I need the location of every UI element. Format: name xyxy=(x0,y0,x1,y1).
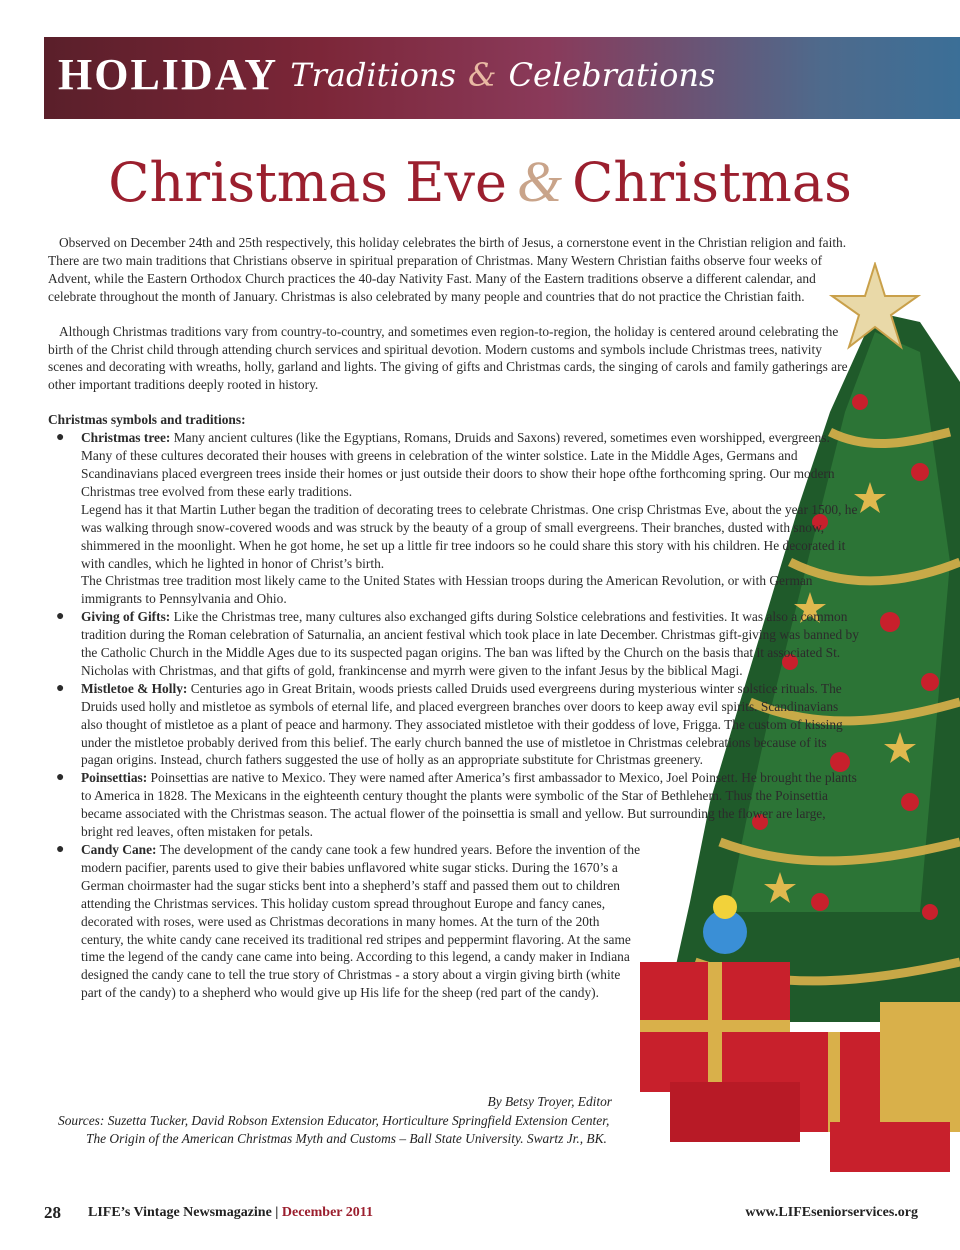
list-item-text: The development of the candy cane took a few hundred years. Before the invention of the modern pacifier, parents used to give their babies unflavored white sugar sticks. During the 1670’s a German choirmaster had the sugar sticks bent into a shepherd’s staff and passed them out to children attending the Christmas services. This holiday custom spread throughout Europe and fancy canes, decorated with roses, were used as Christmas decorations in many homes. At the turn of the 20th century, the white candy cane received its traditional red stripes and peppermint flavoring. At the same time the legend of the candy cane came into being. According to this legend, a candy maker in Indiana designed the candy cane to tell the true story of Christmas - a story about a virgin giving birth (white part of the candy) to a shepherd who would give up His life for the sheep (red part of the candy). xyxy=(81,842,641,1001)
list-item xyxy=(48,769,860,841)
list-item xyxy=(48,680,860,770)
list-item-continuation: The Christmas tree tradition most likely came to the United States with Hessian troops during the American Revolution, or with German immigrants to Pennsylvania and Ohio. xyxy=(81,573,813,607)
list-item xyxy=(48,429,860,608)
gift-box xyxy=(880,1002,960,1132)
magazine-name xyxy=(88,1205,373,1221)
list-item-term: Christmas tree: xyxy=(81,430,171,446)
page-number: 28 xyxy=(44,1203,61,1222)
list-item xyxy=(48,608,860,680)
list-item-text: Poinsettias are native to Mexico. They were named after America’s first ambassador to Mexico, Joel Poinsett. He brought the plants to America in 1828. The Mexicans in the eighteenth century thought the plants were symbolic of the Star of Bethlehem. Thus the Poinsettia became associated with the Christmas season. The actual flower of the poinsettia is small and yellow. But surrounding the flower are large, bright red leaves, often mistaken for petals. xyxy=(81,770,857,840)
list-item xyxy=(48,841,641,1002)
section-banner xyxy=(44,37,960,119)
sources-line: The Origin of the American Christmas Myth and Customs – Ball State University. Swartz Jr., BK. xyxy=(86,1131,607,1146)
list-item-continuation: Legend has it that Martin Luther began the tradition of decorating trees to celebrate Christmas. One crisp Christmas Eve, about the year 1500, he was walking through snow-covered woods and was struck by the beauty of a group of small evergreens. Their branches, dusted with snow, shimmered in the moonlight. When he got home, he set up a little fir tree indoors so he could share this story with his children. He decorated it with candles, which he lighted in honor of Christ’s birth. xyxy=(81,501,858,571)
banner-ampersand: & xyxy=(468,55,497,94)
banner-traditions-word: Traditions xyxy=(290,55,457,94)
symbols-list xyxy=(48,429,860,1002)
bullet-icon: ● xyxy=(56,609,65,625)
banner-title xyxy=(58,49,715,100)
article-body xyxy=(48,234,860,1002)
magazine-title: LIFE’s Vintage Newsmagazine | xyxy=(88,1205,279,1220)
list-item-term: Mistletoe & Holly: xyxy=(81,680,188,696)
sources-line: Sources: Suzetta Tucker, David Robson Extension Educator, Horticulture Springfield Extension Center, xyxy=(58,1113,610,1128)
sources-note xyxy=(58,1112,618,1148)
bullet-icon: ● xyxy=(56,430,65,446)
intro-paragraph: Observed on December 24th and 25th respectively, this holiday celebrates the birth of Jesus, a cornerstone event in the Christian religion and faith. There are two main traditions that Christians observe in spiritual preparation of Christmas. Many Western Christian faiths observe four weeks of Advent, while the Eastern Orthodox Church practices the 40-day Nativity Fast. Many of the Eastern traditions observe a different calendar, and celebrate throughout the month of January. Christmas is also celebrated by many people and countries that do not practice the Christian faith. xyxy=(48,235,847,304)
banner-holiday-word: HOLIDAY xyxy=(58,50,279,99)
title-christmas-eve: Christmas Eve xyxy=(108,151,507,214)
banner-celebrations-word: Celebrations xyxy=(508,55,716,94)
author-signature: By Betsy Troyer, Editor xyxy=(487,1094,612,1109)
list-item-term: Poinsettias: xyxy=(81,770,148,786)
list-item-text: Like the Christmas tree, many cultures also exchanged gifts during Solstice celebrations and festivities. It was also a common tradition during the Roman celebration of Saturnalia, an ancient festival which took place in late December. Christmas gift-giving was banned by the Catholic Church in the Middle Ages due to its suspected pagan origins. The ban was lifted by the Church on the basis that it associated St. Nicholas with Christmas, and that gifts of gold, frankincense and myrrh were given to the infant Jesus by the biblical Magi. xyxy=(81,609,859,678)
bullet-icon: ● xyxy=(56,770,65,786)
website-link[interactable]: www.LIFEseniorservices.org xyxy=(745,1205,918,1220)
title-ampersand: & xyxy=(516,149,563,214)
list-item-term: Candy Cane: xyxy=(81,842,157,857)
bullet-icon: ● xyxy=(56,842,65,857)
article-title xyxy=(0,148,960,215)
bullet-icon: ● xyxy=(56,680,65,696)
traditions-paragraph: Although Christmas traditions vary from country-to-country, and sometimes even region-to-region, the holiday is centered around celebrating the birth of the Christ child through attending church services and spiritual devotion. Modern customs and symbols include Christmas trees, nativity scenes and decorating with wreaths, holly, garland and lights. The giving of gifts and Christmas cards, the singing of carols and family gatherings are other important traditions deeply rooted in history. xyxy=(48,323,848,393)
gift-box xyxy=(830,1122,950,1172)
title-christmas: Christmas xyxy=(572,151,852,214)
list-item-text: Centuries ago in Great Britain, woods priests called Druids used evergreens during mysterious winter solstice rituals. The Druids used holly and mistletoe as symbols of eternal life, and placed evergreen branches over doors to keep away evil spirits. Scandinavians also thought of mistletoe as a plant of peace and harmony. They associated mistletoe with their goddess of love, Frigga. The custom of kissing under the mistletoe probably derived from this belief. The early church banned the use of mistletoe in Christmas celebrations because of its pagan origins. Instead, church fathers suggested the use of holly as an appropriate substitute for Christmas greenery. xyxy=(81,680,843,768)
issue-month: December 2011 xyxy=(281,1205,373,1220)
list-item-text: Many ancient cultures (like the Egyptians, Romans, Druids and Saxons) revered, sometimes even worshipped, evergreens. Many of these cultures decorated their houses with greens in celebration of the winter solstice. Late in the Middle Ages, Germans and Scandinavians placed evergreen trees inside their homes or just outside their doors to show their hope ofthe forthcoming spring. Our modern Christmas tree evolved from these early traditions. xyxy=(81,430,835,499)
list-item-term: Giving of Gifts: xyxy=(81,609,171,625)
section-heading: Christmas symbols and traditions: xyxy=(48,412,246,428)
